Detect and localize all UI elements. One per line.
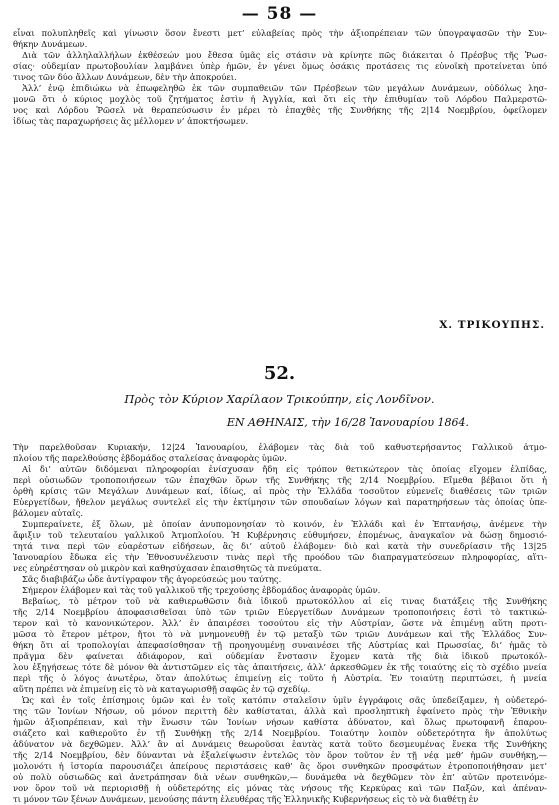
text-line: Ἀλλ’ ἐνῷ ἐπιδιώκω νὰ ἐπωφεληθῶ ἐκ τῶν συμπαθειῶν τῶν Πρέσβεων τῶν μεγάλων Δυνάμεων, οὐδόλως λησ- <box>22 83 547 93</box>
text-line: σιάζετο καὶ καθιεροῦτο ἐν τῇ Συνθήκῃ τῆς 2/14 Νοεμβρίου. Τοιαύτην λοιπὸν οὐδετερότητα ἣν ἀπολύτως <box>13 728 547 738</box>
text-line: πρᾶγμα δὲν φαίνεται ἀδιάφορον, καὶ οὐδεμίαν ἔνστασιν ἔχομεν κατὰ τῆς διὰ ἰδικοῦ πρωτοκόλ- <box>13 651 547 661</box>
text-line: μολονότι ἡ ἱστορία παρουσιάζει ἀπείρους περιστάσεις καθ’ ἃς ὅροι συνθηκῶν προσφάτων ἐτροποποιήθησαν μετ’ <box>13 761 547 771</box>
text-line: ἰδίως τὰς παραχωρήσεις ἃς μέλλομεν ν’ ἀποκτήσωμεν. <box>13 116 249 126</box>
text-line: νος καὶ Λόρδου Ῥῶσελ νὰ θεραπεύσωσιν ἐν μέρει τὸ ἐπαχθὲς τῆς Συνθήκης τῆς 2|14 Νοεμβρίου, ὀφείλομεν <box>13 105 547 115</box>
text-line: τητά τινα περὶ τῶν εὐαρέστων εἰδήσεων, ἃς δι’ αὐτοῦ ἐλάβομεν· διὸ καὶ κατὰ τὴν συνεδρίασιν τῆς 13|25 <box>13 541 547 551</box>
intro-text <box>13 28 547 127</box>
paragraph <box>13 50 547 83</box>
text-line: Ἰανουαρίου ἔδωκα εἰς τὴν Ἐθνοσυνέλευσιν τινὰς περὶ τῆς προόδου τῶν διαπραγματεύσεων πληροφορίας, αἵτι- <box>13 552 547 562</box>
text-line: Εὐεργετίδων, ἤθελον μεγάλως συντελεῖ εἰς τὴν ἐκτίμησιν τῶν σπουδαίων λόγων καὶ παρατηρήσεων τὰς ὁποίας ὑπε- <box>13 497 547 507</box>
text-line: λου ἐξηγήσεως τότε δὲ μόνον θὰ ἀντιστῶμεν εἰς τὰς ἀπαιτήσεις, ἀλλ’ ἀρκεσθῶμεν ἐκ τῆς τοιαύτης εἰς τὸ σχέδιο μνεία <box>13 662 547 672</box>
text-line: Διὰ τῶν ἀλληλαλλήλων ἐκθέσεών μου ἔθεσα ὑμᾶς εἰς στάσιν νὰ κρίνητε πῶς διάκειται ὁ Πρέσβυς τῆς Ῥωσ- <box>22 50 547 60</box>
text-line: αὕτη πρέπει νὰ ἐπιμείνῃ εἰς τὸ νὰ καταγωρισθῇ σαφῶς ἐν τῷ σχεδίῳ. <box>13 684 311 694</box>
paragraph <box>13 464 547 519</box>
text-line: Ὡς καὶ ἐν τοῖς ἐπίσημοις ὑμῶν καὶ ἐν τοῖς κατόπιν σταλεῖσιν ὑμῖν ἐγγράφοις σᾶς ὑπεδείξαμεν, ἡ οὐδετερό- <box>22 695 547 705</box>
text-line: θήκη ὅτι αἱ τροπολογίαι ἀπεφασίσθησαν τῇ προηγουμένῃ συναινέσει τῆς Αὐστρίας καὶ Πρωσσίας, δι’ ἡμᾶς τὸ <box>13 640 547 650</box>
text-line: Αἱ δι’ αὐτῶν διδόμεναι πληροφορίαι ἐνίσχυσαν ἤδη εἰς τρόπον θετικώτερον τὰς ὁποίας εἴχομεν ἐλπίδας, <box>22 464 547 474</box>
text-line: ἀδύνατον νὰ δεχθῶμεν. Ἀλλ’ ἂν αἱ Δυνάμεις θεωροῦσαι ἑαυτὰς κατὰ τοῦτο δεσμευμένας ἕνεκα τῆς Συνθήκης <box>13 739 547 749</box>
text-line: τινος τῶν δύο ἄλλων Δυνάμεων, δὲν τὴν ἀποκρούει. <box>13 72 237 82</box>
page-number: — 58 — <box>241 4 318 24</box>
text-line: περὶ οὐσιωδῶν τροποποιήσεων τῶν ἐπαχθῶν ὅρων τῆς Συνθήκης τῆς 2/14 Νοεμβρίου. Εἴμεθα βέβαιοι ὅτι ἡ <box>13 475 547 485</box>
text-line: θήκην Δυνάμεων. <box>13 39 88 49</box>
letter-place-date: ΕΝ ΑΘΗΝΑΙΣ, τὴν 16/28 Ἰανουαρίου 1864. <box>226 416 469 429</box>
text-line: μονῶ ὅτι ὁ κύριος μοχλὸς τοῦ ζητήματος ἐστὶν ἡ Ἀγγλία, καὶ ὅτι εἰς τὴν ἐπιθυμίαν τοῦ Λόρδου Παλμερστῶ- <box>13 94 547 104</box>
text-line: εἶναι πολυπληθεῖς καὶ γίνωσιν ὅσον ἔνεστι μετ’ εὐλαβείας πρὸς τὴν ἀξιοπρέπειαν τῶν ὑπογραψασῶν τὴν Συν- <box>13 28 547 38</box>
paragraph <box>13 28 547 50</box>
text-line: τερον καὶ τὸ κανονικώτερον. Ἀλλ’ ἐν ἀπαιρέσει τοσούτου εἰς τὴν Αὐστρίαν, ὥστε νὰ ἐπιμένῃ αὕτη προτι- <box>13 618 547 628</box>
text-line: μῶσα τὸ ἕτερον μέτρον, ἤτοι τὸ νὰ μνημονευθῇ ἐν τῷ μεταξὺ τῶν τριῶν Δυνάμεων καὶ τῆς Ἑλλάδος Συν- <box>13 629 547 639</box>
text-line: Συμπεραίνετε, ἐξ ὅλων, μὲ ὁποίαν ἀνυπομονησίαν τὸ κοινόν, ἐν Ἑλλάδι καὶ ἐν Ἑπτανήσῳ, ἀνέμενε τὴν <box>22 519 547 529</box>
text-line: οὐ πολὺ οὐσιωδῶς καὶ ἀνετράπησαν διὰ νέων συνθηκῶν,— δυνάμεθα νὰ δεχθῶμεν τὸν ἐπ’ αὐτῶν προτεινόμε- <box>13 772 547 782</box>
text-line: τῆς 2/14 Νοεμβρίου, δὲν δύνανται νὰ ἐξαλείψωσιν ἐντελῶς τὸν ὅρον τοῦτον ἐν τῇ νέᾳ μεθ’ ἡμῶν συνθήκῃ,— <box>13 750 547 760</box>
text-line: νες εὐηρέστησαν οὐ μικρὸν καὶ καθησύχασαν ἐπαισθητῶς τὰ πνεύματα. <box>13 563 322 573</box>
text-line: ἄφιξιν τοῦ τελευταίου γαλλικοῦ Ἀτμοπλοίου. Ἡ Κυβέρνησις εὐθυμήσεν, ἐπομένως, ἀναγκαῖον νὰ δώσῃ δημοσιό- <box>13 530 547 540</box>
paragraph <box>13 574 547 585</box>
signature: Χ. ΤΡΙΚΟΥΠΗΣ. <box>439 319 545 331</box>
letter-body <box>13 442 547 805</box>
text-line: Βεβαίως, τὸ μέτρον τοῦ νὰ καθιερωθῶσιν διὰ ἰδικοῦ πρωτοκόλλου αἱ εἰς τινας διατάξεις τῆς Συνθήκης <box>22 596 547 606</box>
text-line: ἡμῶν ἀξιοπρέπειαν, καὶ τὴν ἕνωσιν τῶν Ἰονίων νήσων καθίστα ἀδύνατον, καὶ ὅλως πρωτοφανῆ ἐπαρου- <box>13 717 547 727</box>
text-line: ὀρθὴ κρίσις τῶν Μεγάλων Δυνάμεων καί, ἰδίως, αἱ πρὸς τὴν Ἑλλάδα τοσοῦτον εὐμενεῖς διαθέσεις τῶν τριῶν <box>13 486 547 496</box>
text-line: νον ὅρον τοῦ νὰ περιορισθῇ ἡ οὐδετερότης εἰς μόνας τὰς νήσους τῆς Κερκύρας καὶ τῶν Παξῶν, καὶ ἀπέναν- <box>13 783 547 793</box>
paragraph <box>13 596 547 695</box>
text-line: βάλομεν αὐταῖς. <box>13 508 84 518</box>
text-line: σίας· οὐδεμίαν πρωτοβουλίαν λαμβάνει ὑπὲρ ἡμῶν, ἐν γένει ὅμως ὁσάκις προτάσεις τις εὐνοϊκὴ προτείνεται ὑπό <box>13 61 547 71</box>
text-line: τῆς 2/14 Νοεμβρίου ἀποφασισθεῖσαι ὑπὸ τῶν τριῶν Εὐεργετίδων Δυνάμεων τροποποιήσεις ἐστὶ τὸ τακτικώ- <box>13 607 547 617</box>
paragraph <box>13 83 547 127</box>
paragraph <box>13 519 547 574</box>
text-line: Τὴν παρελθοῦσαν Κυριακήν, 12|24 Ἰανουαρίου, ἐλάβομεν τὰς διὰ τοῦ καθυστερήσαντος Γαλλικοῦ ἀτμο- <box>13 442 547 452</box>
text-line: τι μόνον τῶν ξένων Δυνάμεων, μενούσης πάντη ἐλευθέρας τῆς Ἑλληνικῆς Κυβερνήσεως εἰς τὸ νὰ διαθέτῃ ἐν <box>13 794 479 804</box>
paragraph <box>13 695 547 805</box>
paragraph <box>13 585 547 596</box>
letter-addressee: Πρὸς τὸν Κύριον Χαρίλαον Τρικούπην, εἰς Λονδῖνον. <box>124 392 435 406</box>
text-line: Σᾶς διαβιβάζω ὧδε ἀντίγραφον τῆς ἀγορεύσεώς μου ταύτης. <box>22 574 282 584</box>
text-line: περὶ τῆς ὁ λόγος ἀνωτέρω, ὅταν ἀπολύτως ἐπιμείνῃ εἰς τοῦτο ἡ Αὐστρία. Ἐν τοιαύτῃ περιπτώσει, ἡ μνεία <box>13 673 547 683</box>
text-line: πλοίου τῆς παρελθούσης ἑβδομάδος σταλείσας ἀναφορὰς ὑμῶν. <box>13 453 287 463</box>
letter-number: 52. <box>263 363 296 384</box>
paragraph <box>13 442 547 464</box>
text-line: της τῶν Ἰονίων Νήσων, οὐ μόνον περιττὴ δὲν καθίσταται, ἀλλὰ καὶ προσληπτικὴ ἐφαίνετο πρὸς τὴν Ἐθνικὴν <box>13 706 547 716</box>
text-line: Σήμερον ἐλάβομεν καὶ τὰς τοῦ γαλλικοῦ τῆς τρεχούσης ἑβδομάδος ἀναφορὰς ὑμῶν. <box>22 585 381 595</box>
